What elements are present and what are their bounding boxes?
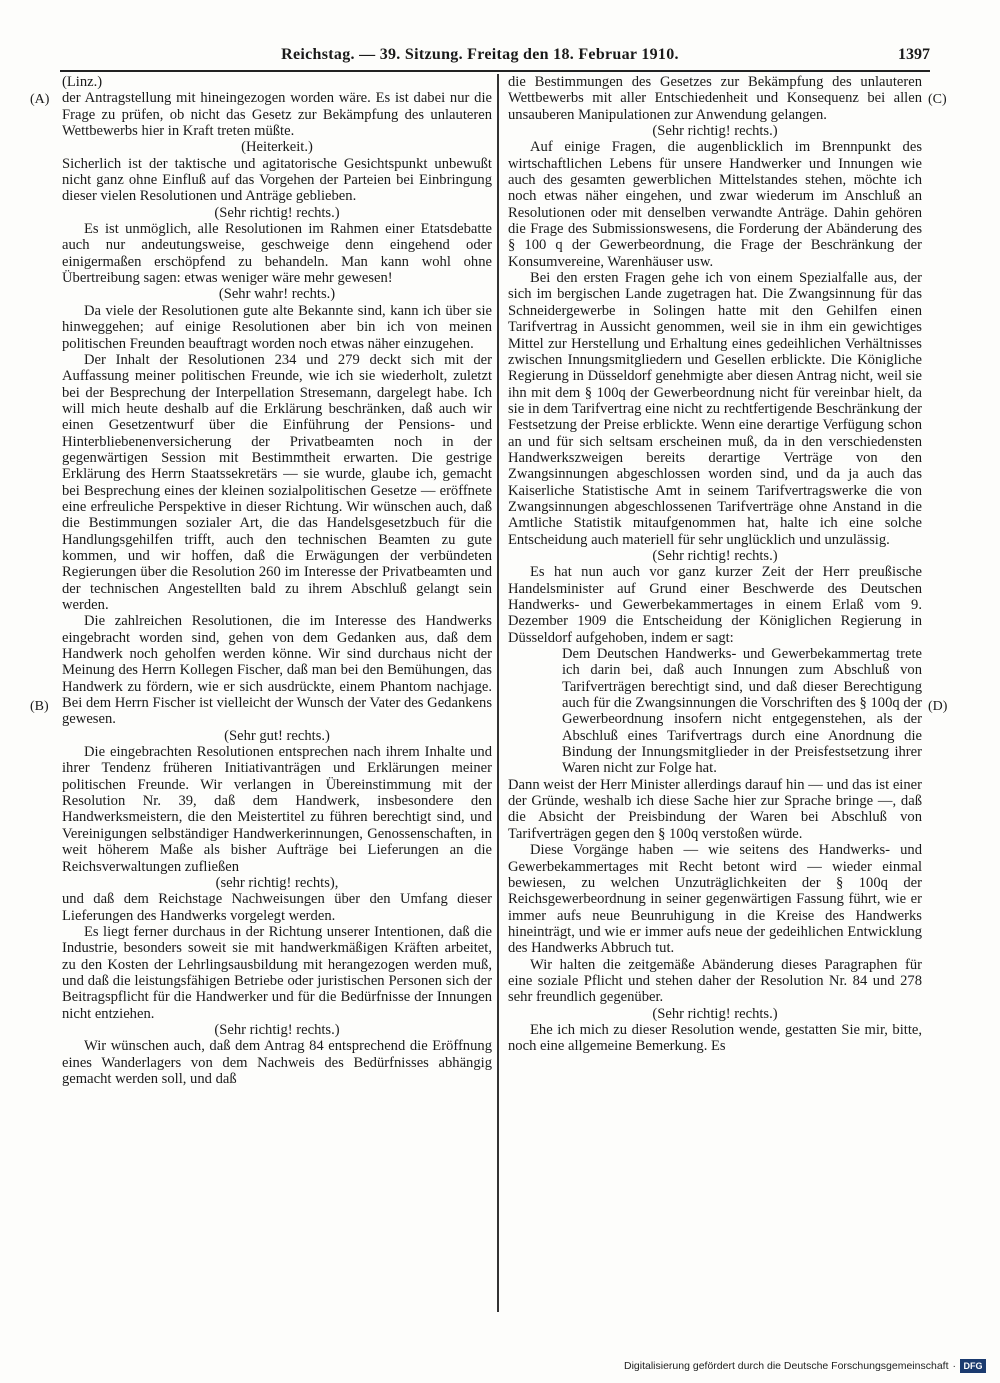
margin-marker-a: (A) [30, 92, 50, 107]
paragraph: Es hat nun auch vor ganz kurzer Zeit der Herr preußische Handelsminister auf Grund einer Beschwerde des Deutschen Handwerks- und Gewerbekammertages in einem Erlaß vom 9. Dezember 1909 die Entscheidung der Königlichen Regierung in Düsseldorf aufgehoben, indem er sagt: [508, 564, 922, 646]
paragraph: Es liegt ferner durchaus in der Richtung unserer Intentionen, daß die Industrie, besonders soweit sie mit handwerkmäßigen Kräften arbeitet, zu den Kosten der Lehrlingsausbildung mit herangezogen werden muß, und daß die leistungsfähigen Betriebe oder juristischen Personen sich der Beitragspflicht für die Handwerker und für die Bedürfnisse der Innungen nicht entziehen. [62, 923, 492, 1022]
column-divider [497, 74, 499, 1312]
paragraph: Sicherlich ist der taktische und agitatorische Gesichtspunkt unbewußt nicht ganz ohne Einfluß auf das Vorgehen der Parteien bei Einbringung dieser vielen Resolutionen und Anträge geblieben. [62, 155, 492, 205]
header-rule [60, 70, 930, 72]
paragraph: Wir wünschen auch, daß dem Antrag 84 entsprechend die Eröffnung eines Wanderlagers von dem Nachweis des Bedürfnisses abhängig gemacht werden soll, und daß [62, 1038, 492, 1087]
header-title: Reichstag. — 39. Sitzung. Freitag den 18. Februar 1910. [281, 46, 679, 63]
paragraph: und daß dem Reichstage Nachweisungen über den Umfang dieser Lieferungen des Handwerks vorgelegt werden. [62, 891, 492, 924]
left-column [62, 74, 492, 1087]
interjection: (Sehr wahr! rechts.) [218, 286, 336, 303]
footer: Digitalisierung gefördert durch die Deutsche Forschungsgemeinschaft · DFG [624, 1357, 986, 1375]
paragraph: der Antragstellung mit hineingezogen worden wäre. Es ist dabei nur die Frage zu prüfen, ob nicht das Gesetz zur Bekämpfung des unlauteren Wettbewerbs hier in Kraft treten müßte. [62, 90, 492, 140]
interjection: (Sehr richtig! rechts.) [652, 547, 778, 564]
dfg-logo: DFG [960, 1359, 986, 1373]
interjection: (Sehr richtig! rechts.) [652, 123, 778, 140]
interjection: (Sehr gut! rechts.) [224, 727, 330, 744]
interjection: (Sehr richtig! rechts.) [214, 204, 340, 221]
paragraph: Es ist unmöglich, alle Resolutionen im Rahmen einer Etatsdebatte auch nur andeutungsweise, geschweige denn eingehend oder einigermaßen erschöpfend zu behandeln. Man kann wohl ohne Übertreibung sagen: etwas weniger wäre mehr gewesen! [62, 221, 492, 287]
paragraph: Dann weist der Herr Minister allerdings darauf hin — und das ist einer der Gründe, weshalb ich diese Sache hier zur Sprache bringe —, daß die Absicht der Preisbindung der Waren bei Abschluß von Tarifverträgen gegen den § 100q verstoßen würde. [508, 776, 922, 842]
margin-marker-b: (B) [30, 699, 49, 714]
paragraph: Die eingebrachten Resolutionen entsprechen nach ihrem Inhalte und ihrer Tendenz früheren Initiativanträgen und Erklärungen meiner politischen Freunde. Wir verlangen in Übereinstimmung mit der Resolution Nr. 39, daß dem Handwerk, insbesondere den Handwerksmeistern, die den Meistertitel zu führen berechtigt sind, und Vereinigungen selbständiger Handwerkerinnungen, Genossenschaften, in weit höherem Maße als bisher Aufträge bei Lieferungen an die Reichsverwaltungen zufließen [62, 744, 492, 875]
paragraph: Ehe ich mich zu dieser Resolution wende, gestatten Sie mir, bitte, noch eine allgemeine Bemerkung. Es [508, 1021, 922, 1055]
footer-text: Digitalisierung gefördert durch die Deutsche Forschungsgemeinschaft [623, 1360, 949, 1372]
paragraph: Die zahlreichen Resolutionen, die im Interesse des Handwerks eingebracht worden sind, gehen von dem Gedanken aus, daß dem Handwerk noch geholfen werden könne. Wir sind durchaus nicht der Meinung des Herrn Kollegen Fischer, daß man bei den Bemühungen, das Handwerk zu fördern, wie er sich ausdrückte, einem Phantom nachjage. Bei dem Herrn Fischer ist vielleicht der Wunsch der Vater des Gedankens gewesen. [62, 613, 492, 728]
quoted-passage: Dem Deutschen Handwerks- und Gewerbekammertag trete ich darin bei, daß auch Innungen zum Abschluß von Tarifverträgen berechtigt sind, und daß dieser Berechtigung auch für die Zwangsinnungen die Vorschriften des § 100q der Gewerbeordnung insofern nicht entgegenstehen, als der Abschluß eines Tarifvertrags durch eine Anordnung die Bindung der Innungsmitglieder in der Preisfestsetzung ihrer Waren nicht zur Folge hat. [562, 646, 922, 777]
page-number: 1397 [898, 46, 930, 63]
interjection: (sehr richtig! rechts), [215, 874, 339, 891]
right-column [508, 74, 922, 1055]
paragraph: die Bestimmungen des Gesetzes zur Bekämpfung des unlauteren Wettbewerbs mit aller Entschiedenheit und Konsequenz bei allen unsauberen Manipulationen zur Anwendung gelangen. [508, 74, 922, 123]
page-header [60, 46, 930, 72]
paragraph: Wir halten die zeitgemäße Abänderung dieses Paragraphen für eine soziale Pflicht und stehen daher der Resolution Nr. 84 und 278 sehr freundlich gegenüber. [508, 956, 922, 1006]
interjection: (Sehr richtig! rechts.) [652, 1005, 778, 1022]
interjection: (Heiterkeit.) [241, 139, 313, 156]
paragraph: Der Inhalt der Resolutionen 234 und 279 deckt sich mit der Auffassung meiner politischen Freunde, wie ich sie wiederholt, zuletzt bei der Besprechung der Interpellation Stresemann, dargelegt habe. Ich will mich heute deshalb auf die Erklärung beschränken, daß auch wir einen Gesetzentwurf über die Einführung der Pensions- und Hinterbliebenenversicherung der Privatbeamten noch in der gegenwärtigen Session mit Bestimmtheit erwarten. Die gestrige Erklärung des Herrn Staatssekretärs — sie wurde, glaube ich, gemacht bei Besprechung eines der kleinen sozialpolitischen Gesetze — eröffnete eine erfreuliche Perspektive in dieser Richtung. Wir wünschen auch, daß die Bestimmungen sozialer Art, die das Handelsgesetzbuch für die Handlungsgehilfen trifft, auch den technischen Beamten zu gute kommen, und wir hoffen, daß die Erwägungen der verbündeten Regierungen über die Resolution 260 im Interesse der Privatbeamten und der technischen Angestellten bald zu ihrem Abschluß gelangt sein werden. [62, 351, 492, 613]
paragraph: Da viele der Resolutionen gute alte Bekannte sind, kann ich über sie hinweggehen; auf einige Resolutionen aber bin ich von meinen politischen Freunden beauftragt worden noch etwas näher einzugehen. [62, 302, 492, 352]
interjection: (Sehr richtig! rechts.) [214, 1021, 340, 1038]
margin-marker-c: (C) [928, 92, 947, 107]
paragraph: (Linz.) [62, 74, 103, 90]
paragraph: Bei den ersten Fragen gehe ich von einem Spezialfalle aus, der sich im bergischen Lande zugetragen hat. Die Zwangsinnung für das Schneidergewerbe in Solingen hatte mit den Gehilfen einen Tarifvertrag in Aussicht genommen, weil sie in ihm ein gewichtiges Mittel zur Herstellung und Erhaltung eines gedeihlichen Verhältnisses zwischen Innungsmitgliedern und Gesellen erblickte. Die Königliche Regierung in Düsseldorf genehmigte aber diesen Antrag nicht, weil sie ihn mit dem § 100q der Gewerbeordnung nicht für vereinbar hielt, da sie in dem Tarifvertrag eine nicht zu rechtfertigende Beschränkung der Festsetzung der Preise erblickte. Wenn eine derartige Verfügung schon an und für sich seltsam erscheinen muß, da in den verschiedensten Handwerkszweigen bereits derartige Verträge von den Zwangsinnungen abgeschlossen worden sind, und da ja auch das Kaiserliche Statistische Amt in seinem Tarifvertragswerke die von Zwangsinnungen abgeschlossenen Tarifverträge ohne Anstand in die Amtliche Statistik mitaufgenommen hat, halte ich eine solche Entscheidung auch materiell für sehr unglücklich und unzulässig. [508, 270, 922, 548]
margin-marker-d: (D) [928, 699, 948, 714]
paragraph: Diese Vorgänge haben — wie seitens des Handwerks- und Gewerbekammertages mit Recht betont wird — wieder einmal bewiesen, zu welchen Unzuträglichkeiten der § 100q der Reichsgewerbeordnung in seiner gegenwärtigen Fassung führt, wie er immer aufs neue Beunruhigung in die Kreise des Handwerks hineinträgt, und wie er immer aufs neue der gedeihlichen Entwicklung des Handwerks Abbruch tut. [508, 842, 922, 957]
paragraph: Auf einige Fragen, die augenblicklich im Brennpunkt des wirtschaftlichen Lebens für unsere Handwerker und Innungen wie auch des gesamten gewerblichen Mittelstandes stehen, möchte ich noch etwas näher eingehen, und zwar wiederum im Anschluß an Resolutionen oder mit denselben verwandte Anträge. Dahin gehören die Frage des Submissionswesens, die Forderung der Abänderung des § 100 q der Gewerbeordnung, die Frage der Beschränkung der Konsumvereine, Warenhäuser usw. [508, 139, 922, 270]
